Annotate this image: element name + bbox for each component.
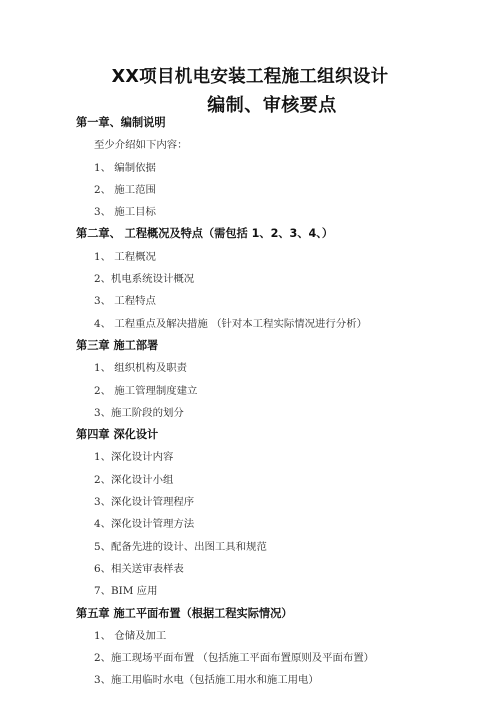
document-subtitle: 编制、审核要点 [207,95,337,116]
outline-item: 2、深化设计小组 [94,473,174,486]
outline-item: 4、 工程重点及解决措施 （针对本工程实际情况进行分析） [94,317,367,330]
outline-item: 3、 工程特点 [94,295,156,308]
outline-list [76,112,476,692]
outline-item: 1、深化设计内容 [94,451,174,464]
outline-item: 4、深化设计管理方法 [94,518,195,531]
outline-item: 5、配备先进的设计、出图工具和规范 [94,540,267,553]
chapter-heading: 第四章 深化设计 [76,428,159,442]
outline-item: 1、 编制依据 [94,161,156,174]
outline-item: 2、施工现场平面布置 （包括施工平面布置原则及平面布置） [94,652,375,665]
outline-item: 3、施工阶段的划分 [94,406,184,419]
chapter-heading: 第一章、编制说明 [76,116,166,129]
outline-item: 3、深化设计管理程序 [94,496,195,509]
outline-item: 1、 仓储及加工 [94,629,167,642]
outline-item: 2、 施工管理制度建立 [94,384,198,397]
document-title: XX项目机电安装工程施工组织设计 [111,67,389,87]
outline-item: 至少介绍如下内容： [94,139,188,152]
outline-item: 3、 施工目标 [94,206,156,219]
outline-item: 7、BIM 应用 [94,585,158,598]
outline-item: 6、相关送审表样表 [94,562,184,575]
chapter-heading: 第二章、 工程概况及特点（需包括 1、2、3、4、） [76,227,334,241]
chapter-heading: 第三章 施工部署 [76,338,159,352]
outline-item: 1、 组织机构及职责 [94,362,188,375]
outline-item: 2、机电系统设计概况 [94,273,195,286]
chapter-heading: 第五章 施工平面布置（根据工程实际情况） [76,606,293,620]
outline-item: 1、 工程概况 [94,250,156,263]
outline-item: 3、施工用临时水电（包括施工用水和施工用电） [94,674,319,687]
outline-item: 2、 施工范围 [94,183,156,196]
